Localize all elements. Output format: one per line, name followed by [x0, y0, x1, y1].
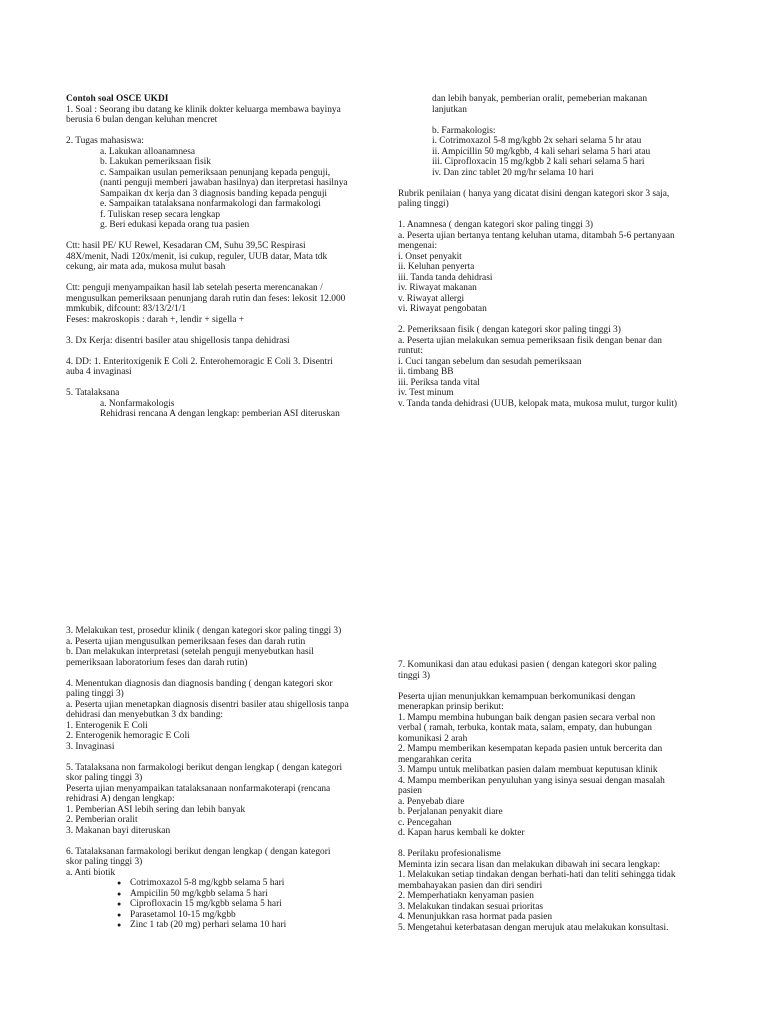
rubric-item: 3. Melakukan tindakan sesuai prioritas [398, 901, 544, 912]
note-line: Ctt: hasil PE/ KU Rewel, Kesadaran CM, Suhu 39,5C Respirasi [66, 241, 306, 251]
rubric-subitem: d. Kapan harus kembali ke dokter [398, 828, 525, 838]
rubric-item: 1. Pemberian ASI lebih sering dan lebih banyak [66, 804, 246, 815]
treatment-item: b. Farmakologis: [432, 125, 496, 136]
drug-bullet: ● Ampicilin 50 mg/kgbb selama 5 hari [66, 889, 366, 900]
rubric-line: a. Anti biotik [66, 867, 116, 878]
question-line: 1. Soal : Seorang ibu datang ke klinik dokter keluarga membawa bayinya [66, 104, 341, 115]
task-item: (nanti penguji memberi jawaban hasilnya) dan iterpretasi hasilnya [100, 178, 348, 188]
drug-item: ii. Ampicillin 50 mg/kgbb, 4 kali sehari selama 5 hari atau [432, 146, 651, 157]
note-line: Ctt: penguji menyampaikan hasil lab setelah peserta merencanakan / [66, 283, 323, 293]
rubric-item: membahayakan pasien dan diri sendiri [398, 880, 543, 891]
rubric-item: mengarahkan cerita [398, 754, 472, 765]
drug-item: i. Cotrimoxazol 5-8 mg/kgbb 2x sehari selama 5 hr atau [432, 136, 642, 146]
rubric-subitem: a. Penyebab diare [398, 796, 465, 807]
rubric-line: b. Dan melakukan interpretasi (setelah penguji menyebutkan hasil [66, 647, 314, 657]
rubric-line: menerapkan prinsip berikut: [398, 702, 504, 712]
bottom-right-column [398, 660, 702, 933]
rubric-heading: skor paling tinggi 3) [66, 773, 143, 783]
drug-item: iv. Dan zinc tablet 20 mg/hr selama 10 hari [432, 167, 594, 178]
rubric-item: verbal ( ramah, terbuka, kontak mata, salam, empaty, dan hubungan [398, 723, 652, 733]
task-item: Sampaikan dx kerja dan 3 diagnosis banding kepada penguji [100, 188, 328, 199]
rubric-item: pasien [398, 786, 422, 796]
drug-item: iii. Ciprofloxacin 15 mg/kgbb 2 kali sehari selama 5 hari [432, 157, 645, 167]
rubric-item: 1. Enterogenik E Coli [66, 720, 148, 731]
rubric-heading: 7. Komunikasi dan atau edukasi pasien ( dengan kategori skor paling [398, 660, 657, 670]
rubric-heading: skor paling tinggi 3) [66, 857, 143, 867]
rubric-item: 1. Melakukan setiap tindakan dengan berhati-hati dan teliti sehingga tidak [398, 870, 676, 880]
treatment-line: dan lebih banyak, pemberian oralit, pemeberian makanan [432, 94, 648, 104]
rubric-intro: paling tinggi) [398, 199, 449, 209]
rubric-item: 1. Mampu membina hubungan baik dengan pasien secara verbal non [398, 712, 656, 723]
rubric-item: 3. Makanan bayi diteruskan [66, 825, 171, 836]
rubric-line: a. Peserta ujian melakukan semua pemeriksaan fisik dengan benar dan [398, 335, 662, 346]
rubric-item: 2. Enterogenik hemoragic E Coli [66, 731, 190, 741]
rubric-heading: 1. Anamnesa ( dengan kategori skor paling tinggi 3) [398, 220, 594, 230]
rubric-heading: 5. Tatalaksana non farmakologi berikut dengan lengkap ( dengan kategori [66, 762, 343, 773]
rubric-line: Peserta ujian menunjukkan kemampuan berkomunikasi dengan [398, 691, 636, 702]
rubric-line: mengenai: [398, 241, 438, 251]
rubric-line: a. Peserta ujian bertanya tentang keluhan utama, ditambah 5-6 pertanyaan [398, 230, 675, 241]
rubric-item: v. Tanda tanda dehidrasi (UUB, kelopak mata, mukosa mulut, turgor kulit) [398, 398, 678, 409]
rubric-item: iii. Periksa tanda vital [398, 377, 480, 388]
treatment-line: lanjutkan [432, 104, 467, 115]
rubric-item: 4. Menunjukkan rasa hormat pada pasien [398, 912, 553, 922]
treatment-item: Rehidrasi rencana A dengan lengkap: pemberian ASI diteruskan [100, 409, 340, 419]
rubric-item: iii. Tanda tanda dehidrasi [398, 272, 493, 283]
rubric-item: 2. Mampu memberikan kesempatan kepada pasien untuk bercerita dan [398, 744, 663, 754]
section-heading: 2. Tugas mahasiswa: [66, 136, 144, 146]
rubric-heading: 8. Perilaku profesionalisme [398, 849, 501, 859]
note-line: mengusulkan pemeriksaan penunjang darah rutin dan feses: lekosit 12.000 [66, 293, 346, 304]
rubric-heading: 3. Melakukan test, prosedur klinik ( dengan kategori skor paling tinggi 3) [66, 626, 342, 636]
note-line: 48X/menit, Nadi 120x/menit, isi cukup, reguler, UUB datar, Mata tdk [66, 251, 328, 262]
rubric-line: runtut: [398, 346, 423, 356]
rubric-line: dehidrasi dan menyebutkan 3 dx banding: [66, 710, 223, 720]
bottom-left-column [66, 626, 366, 931]
rubric-line: Peserta ujian menyampaikan tatalaksanaan nonfarmakoterapi (rencana [66, 783, 331, 794]
rubric-subitem: c. Pencegahan [398, 817, 452, 828]
differential-diagnosis: auba 4 invaginasi [66, 367, 132, 377]
task-item: c. Sampaikan usulan pemeriksaan penunjang kepada penguji, [100, 167, 331, 178]
rubric-intro: Rubrik penilaian ( hanya yang dicatat disini dengan kategori skor 3 saja, [398, 188, 670, 199]
rubric-line: pemeriksaan laboratorium feses dan darah rutin) [66, 657, 248, 668]
rubric-item: 5. Mengetahui keterbatasan dengan merujuk atau melakukan konsultasi. [398, 922, 669, 933]
top-left-column [66, 94, 366, 420]
treatment-item: a. Nonfarmakologis [100, 398, 175, 409]
rubric-item: 3. Invaginasi [66, 741, 115, 752]
note-line: Feses: makroskopis : darah +, lendir + sigella + [66, 314, 245, 325]
task-item: g. Beri edukasi kepada orang tua pasien [100, 220, 250, 230]
note-line: mmkubik, difcount: 83/13/2/1/1 [66, 304, 187, 314]
question-line: berusia 6 bulan dengan keluhan mencret [66, 115, 218, 125]
drug-bullet: ● Cotrimoxazol 5-8 mg/kgbb selama 5 hari [66, 878, 366, 889]
rubric-item: 2. Pemberian oralit [66, 815, 138, 825]
task-item: b. Lakukan pemeriksaan fisik [100, 157, 211, 167]
rubric-subitem: b. Perjalanan penyakit diare [398, 807, 503, 817]
rubric-line: Meminta izin secara lisan dan melakukan dibawah ini secara lengkap: [398, 859, 661, 870]
drug-bullet: ● Ciprofloxacin 15 mg/kgbb selama 5 hari [66, 899, 366, 910]
rubric-item: iv. Test minum [398, 388, 454, 398]
rubric-item: vi. Riwayat pengobatan [398, 304, 487, 314]
drug-bullet: ● Zinc 1 tab (20 mg) perhari selama 10 hari [66, 920, 366, 931]
task-item: f. Tuliskan resep secara lengkap [100, 209, 221, 220]
rubric-line: a. Peserta ujian menetapkan diagnosis disentri basiler atau shigellosis tanpa [66, 699, 349, 710]
rubric-item: 2. Memperhatiakn kenyaman pasien [398, 891, 534, 901]
rubric-line: a. Peserta ujian mengusulkan pemeriksaan feses dan darah rutin [66, 636, 306, 647]
rubric-heading: paling tinggi 3) [66, 689, 124, 699]
drug-bullet: ● Parasetamol 10-15 mg/kgbb [66, 910, 366, 921]
rubric-item: 4. Mampu memberikan penyuluhan yang isinya sesuai dengan masalah [398, 775, 665, 786]
document-title: Contoh soal OSCE UKDI [66, 94, 169, 104]
rubric-heading: 6. Tatalaksanan farmakologi berikut dengan lengkap ( dengan kategori [66, 846, 331, 857]
rubric-heading: 2. Pemeriksaan fisik ( dengan kategori skor paling tinggi 3) [398, 325, 621, 335]
differential-diagnosis: 4. DD: 1. Enteritoxigenik E Coli 2. Enterohemoragic E Coli 3. Disentri [66, 356, 333, 367]
rubric-item: ii. Keluhan penyerta [398, 262, 475, 272]
rubric-item: komunikasi 2 arah [398, 733, 468, 744]
note-line: cekung, air mata ada, mukosa mulut basah [66, 262, 226, 272]
rubric-item: iv. Riwayat makanan [398, 283, 477, 293]
task-item: a. Lakukan alloanamnesa [100, 146, 196, 157]
rubric-item: i. Cuci tangan sebelum dan sesudah pemeriksaan [398, 356, 582, 367]
working-diagnosis: 3. Dx Kerja: disentri basiler atau shigellosis tanpa dehidrasi [66, 335, 290, 346]
rubric-item: ii. timbang BB [398, 367, 454, 377]
rubric-line: rehidrasi A) dengan lengkap: [66, 794, 175, 804]
rubric-item: v. Riwayat allergi [398, 293, 465, 304]
rubric-heading: tinggi 3) [398, 670, 431, 681]
rubric-heading: 4. Menentukan diagnosis dan diagnosis banding ( dengan kategori skor [66, 678, 333, 689]
top-right-column [398, 94, 702, 409]
task-item: e. Sampaikan tatalaksana nonfarmakologi dan farmakologi [100, 199, 321, 209]
rubric-item: i. Onset penyakit [398, 251, 462, 262]
section-heading: 5. Tatalaksana [66, 388, 120, 398]
rubric-item: 3. Mampu untuk melibatkan pasien dalam membuat keputusan klinik [398, 765, 658, 775]
